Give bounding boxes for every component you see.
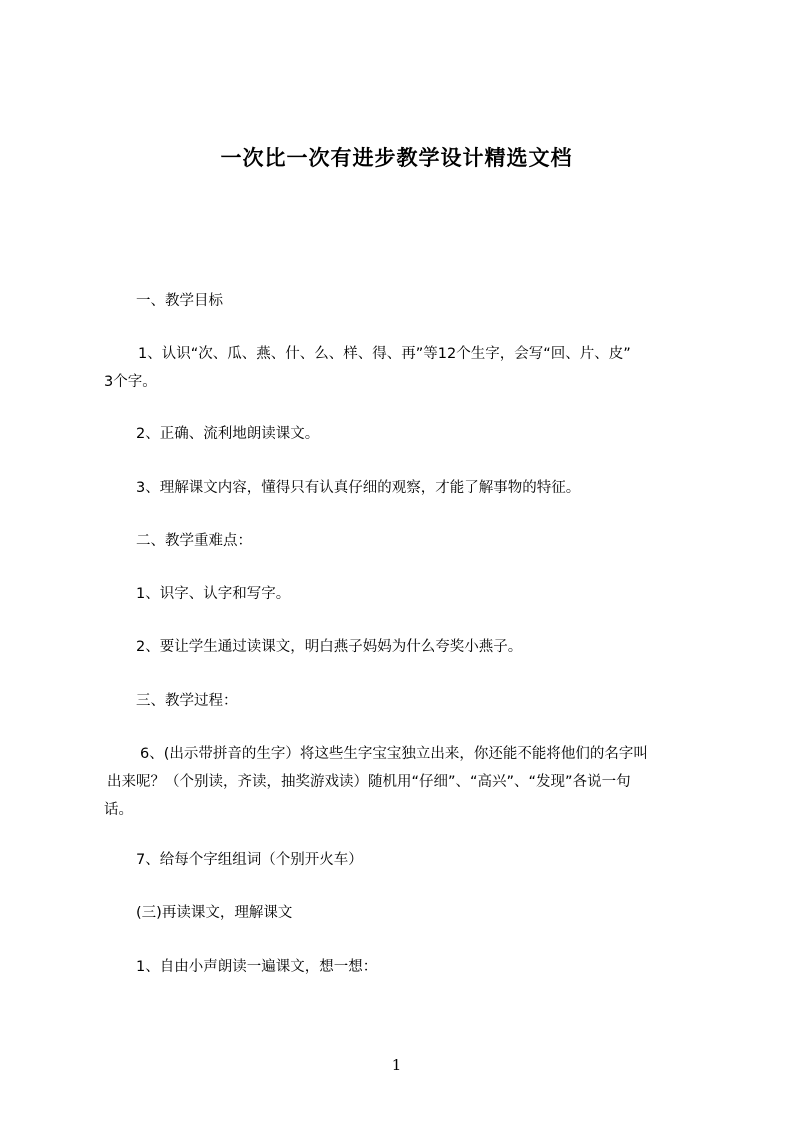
key-point-1	[104, 580, 720, 608]
reread-step-1	[104, 953, 720, 981]
paragraph-line: 1、认识“次、瓜、燕、什、么、样、得、再”等12个生字，会写“回、片、皮”	[138, 346, 631, 362]
paragraph-line: 1、自由小声朗读一遍课文，想一想：	[136, 959, 378, 975]
paragraph-line: 二、教学重难点：	[136, 533, 252, 549]
paragraph-line: (三)再读课文，理解课文	[136, 905, 293, 921]
goal-item-2	[104, 420, 720, 448]
process-step-6	[104, 740, 720, 824]
paragraph-line: 3个字。	[104, 374, 157, 390]
goal-item-3	[104, 474, 720, 502]
page-number: 1	[391, 1056, 402, 1074]
paragraph-line: 6、(出示带拼音的生字）将这些生字宝宝独立出来，你还能不能将他们的名字叫	[140, 746, 648, 762]
heading-teaching-goals	[104, 287, 720, 315]
paragraph-line: 话。	[104, 802, 133, 818]
heading-teaching-process	[104, 687, 720, 715]
paragraph-line: 3、理解课文内容，懂得只有认真仔细的观察，才能了解事物的特征。	[136, 480, 581, 496]
paragraph-line: 出来呢？（个别读，齐读，抽奖游戏读）随机用“仔细”、“高兴”、“发现”各说一句	[107, 774, 631, 790]
process-step-7	[104, 846, 720, 874]
heading-key-points	[104, 527, 720, 555]
key-point-2	[104, 633, 720, 661]
paragraph-line: 一、教学目标	[136, 293, 223, 309]
goal-item-1	[104, 340, 720, 396]
section-reread-text	[104, 899, 720, 927]
paragraph-line: 2、要让学生通过读课文，明白燕子妈妈为什么夸奖小燕子。	[136, 639, 523, 655]
document-title: 一次比一次有进步教学设计精选文档	[220, 146, 573, 170]
paragraph-line: 三、教学过程：	[136, 693, 238, 709]
paragraph-line: 1、识字、认字和写字。	[136, 586, 291, 602]
paragraph-line: 2、正确、流利地朗读课文。	[136, 426, 320, 442]
paragraph-line: 7、给每个字组组词（个别开火车）	[136, 852, 363, 868]
